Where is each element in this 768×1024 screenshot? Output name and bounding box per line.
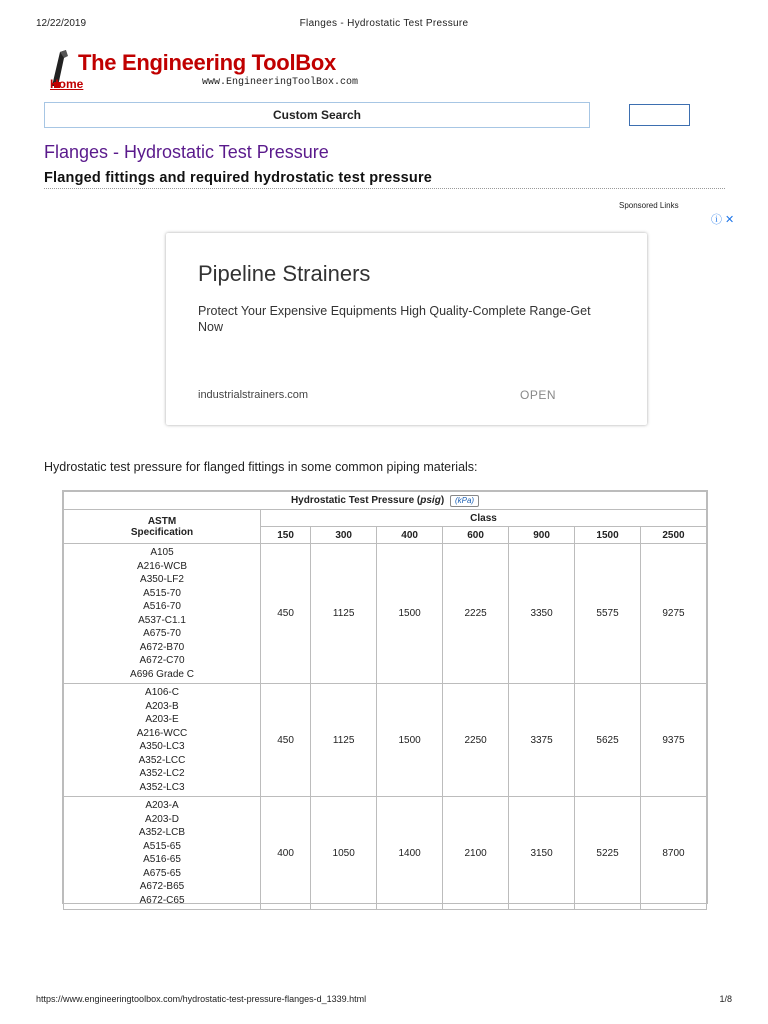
pressure-value-cell: 9275 bbox=[641, 544, 707, 684]
class-col-header: 150 bbox=[261, 527, 311, 544]
spec-item: A515-70 bbox=[143, 587, 181, 599]
page-subtitle: Flanged fittings and required hydrostatic test pressure bbox=[44, 170, 725, 189]
class-header: Class bbox=[261, 510, 707, 527]
spec-item: A515-65 bbox=[143, 840, 181, 852]
sponsored-links-label: Sponsored Links bbox=[619, 201, 679, 210]
pressure-value-cell: 2225 bbox=[443, 544, 509, 684]
pressure-value-cell: 3150 bbox=[509, 797, 575, 910]
site-logo[interactable] bbox=[46, 44, 366, 94]
spec-item: A352-LCB bbox=[138, 827, 186, 838]
spec-cell bbox=[64, 544, 261, 684]
spec-item: A696 Grade C bbox=[130, 668, 194, 680]
class-col-header: 900 bbox=[509, 527, 575, 544]
pressure-value-cell: 2250 bbox=[443, 684, 509, 797]
print-title: Flanges - Hydrostatic Test Pressure bbox=[299, 18, 469, 29]
pressure-value-cell: 1400 bbox=[377, 797, 443, 910]
spec-item: A105 bbox=[150, 547, 174, 558]
pressure-value-cell: 1125 bbox=[311, 684, 377, 797]
class-col-header: 300 bbox=[311, 527, 377, 544]
intro-text: Hydrostatic test pressure for flanged fittings in some common piping materials: bbox=[44, 460, 478, 474]
spec-item: A106-C bbox=[145, 687, 179, 698]
print-date: 12/22/2019 bbox=[36, 18, 87, 29]
spec-item: A216-WCC bbox=[136, 727, 188, 739]
pressure-value-cell: 3350 bbox=[509, 544, 575, 684]
table-row bbox=[64, 797, 707, 910]
spec-item: A203-B bbox=[145, 700, 179, 712]
logo-brand: The Engineering ToolBox bbox=[78, 50, 336, 75]
pressure-value-cell: 8700 bbox=[641, 797, 707, 910]
pressure-value-cell: 9375 bbox=[641, 684, 707, 797]
page-title: Flanges - Hydrostatic Test Pressure bbox=[44, 142, 329, 162]
custom-search-box[interactable] bbox=[44, 102, 590, 128]
spec-item: A675-70 bbox=[143, 628, 181, 639]
ad-title[interactable]: Pipeline Strainers bbox=[198, 261, 371, 286]
pressure-table-wrapper bbox=[62, 490, 708, 904]
spec-item: A352-LC2 bbox=[139, 768, 185, 779]
table-row bbox=[64, 684, 707, 797]
class-col-header: 400 bbox=[377, 527, 443, 544]
spec-item: A672-B65 bbox=[139, 881, 185, 892]
pressure-value-cell: 3375 bbox=[509, 684, 575, 797]
pressure-value-cell: 1500 bbox=[377, 684, 443, 797]
spec-item: A203-E bbox=[145, 714, 179, 725]
home-link[interactable]: Home bbox=[50, 77, 84, 91]
pressure-value-cell: 1500 bbox=[377, 544, 443, 684]
spec-item: A672-C70 bbox=[139, 655, 185, 666]
pressure-value-cell: 5625 bbox=[575, 684, 641, 797]
pressure-value-cell: 5575 bbox=[575, 544, 641, 684]
ad-body: Protect Your Expensive Equipments High Quality-Complete Range-Get Now bbox=[198, 304, 591, 334]
ad-controls bbox=[708, 211, 734, 227]
table-caption: Hydrostatic Test Pressure (psig) (kPa) bbox=[64, 492, 707, 510]
ad-open-button[interactable]: OPEN bbox=[520, 388, 557, 402]
ad-domain: industrialstrainers.com bbox=[198, 389, 309, 401]
search-input[interactable] bbox=[629, 104, 690, 126]
spec-item: A350-LC3 bbox=[139, 741, 185, 752]
spec-cell bbox=[64, 684, 261, 797]
print-url: https://www.engineeringtoolbox.com/hydrostatic-test-pressure-flanges-d_1339.html bbox=[36, 994, 367, 1004]
spec-item: A216-WCB bbox=[136, 560, 187, 572]
spec-item: A516-70 bbox=[143, 601, 181, 612]
print-page-number: 1/8 bbox=[719, 994, 732, 1004]
logo-url: www.EngineeringToolBox.com bbox=[202, 77, 359, 88]
spec-item: A352-LC3 bbox=[139, 781, 185, 793]
pressure-value-cell: 400 bbox=[261, 797, 311, 910]
unit-toggle-kpa[interactable]: (kPa) bbox=[450, 495, 479, 507]
spec-item: A672-B70 bbox=[139, 641, 185, 653]
pressure-value-cell: 450 bbox=[261, 684, 311, 797]
spec-item: A675-65 bbox=[143, 867, 181, 879]
pressure-value-cell: 1125 bbox=[311, 544, 377, 684]
close-icon[interactable]: ✕ bbox=[725, 214, 735, 226]
info-icon[interactable]: ⓘ bbox=[711, 214, 722, 226]
spec-item: A516-65 bbox=[143, 854, 181, 865]
spec-item: A537-C1.1 bbox=[138, 614, 186, 626]
spec-header: ASTM Specification bbox=[64, 510, 261, 544]
spec-item: A203-A bbox=[145, 800, 179, 811]
custom-search-label: Custom Search bbox=[272, 108, 362, 122]
ad-card[interactable] bbox=[166, 233, 647, 425]
pressure-value-cell: 5225 bbox=[575, 797, 641, 910]
class-col-header: 600 bbox=[443, 527, 509, 544]
class-col-header: 2500 bbox=[641, 527, 707, 544]
caption-unit: psig bbox=[420, 494, 441, 506]
spec-item: A350-LF2 bbox=[140, 574, 184, 585]
table-row bbox=[64, 544, 707, 684]
spec-item: A203-D bbox=[145, 813, 179, 825]
pressure-value-cell: 450 bbox=[261, 544, 311, 684]
spec-item: A352-LCC bbox=[138, 754, 186, 766]
spec-item: A672-C65 bbox=[139, 894, 185, 906]
spec-cell bbox=[64, 797, 261, 910]
pressure-table bbox=[63, 491, 707, 910]
pressure-value-cell: 2100 bbox=[443, 797, 509, 910]
pressure-value-cell: 1050 bbox=[311, 797, 377, 910]
class-col-header: 1500 bbox=[575, 527, 641, 544]
